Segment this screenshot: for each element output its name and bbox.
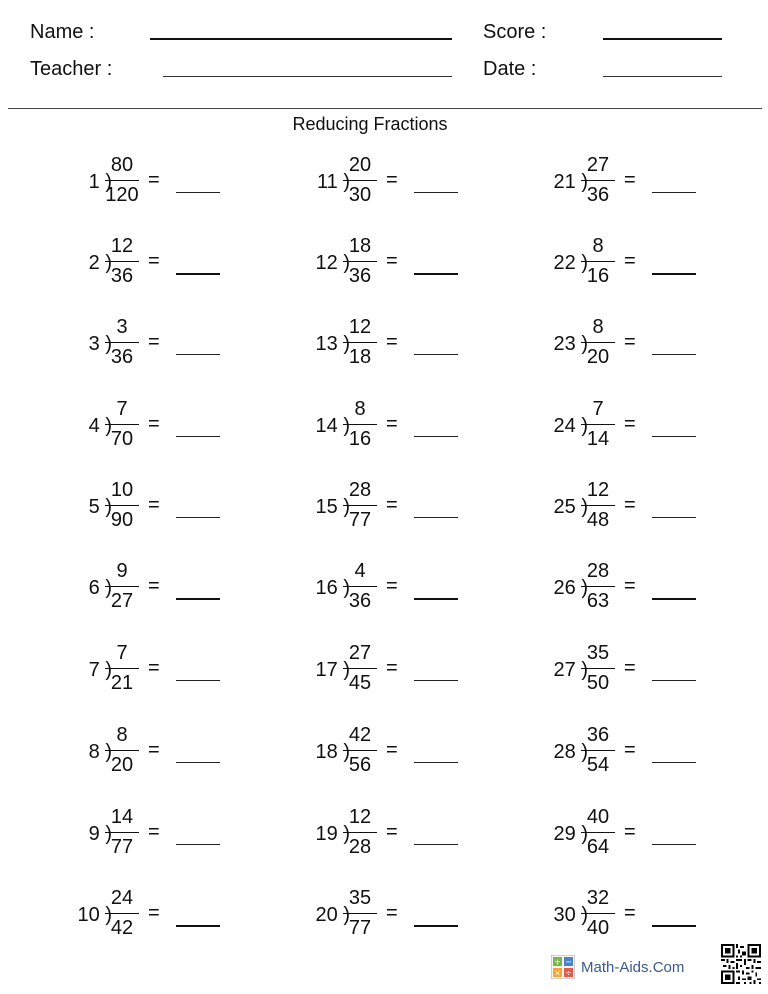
- answer-blank[interactable]: [414, 354, 458, 355]
- numerator: 8: [592, 235, 604, 257]
- fraction: [578, 640, 618, 696]
- worksheet-title: Reducing Fractions: [292, 114, 448, 134]
- problem-item: [278, 152, 478, 216]
- denominator: 30: [348, 184, 372, 206]
- equals-sign: =: [386, 413, 398, 435]
- problem-item: [40, 477, 240, 541]
- answer-blank[interactable]: [414, 517, 458, 518]
- answer-blank[interactable]: [652, 762, 696, 763]
- denominator: 28: [348, 836, 372, 858]
- problem-number: 6 ): [88, 577, 112, 599]
- answer-blank[interactable]: [176, 762, 220, 763]
- fraction-bar: [581, 342, 615, 343]
- denominator: 18: [348, 346, 372, 368]
- equals-sign: =: [624, 821, 636, 843]
- answer-blank[interactable]: [176, 273, 220, 275]
- fraction-bar: [105, 750, 139, 751]
- problem-item: [278, 233, 478, 297]
- problem-item: [516, 804, 716, 868]
- problem-number: 13 ): [315, 333, 350, 355]
- denominator: 36: [586, 184, 610, 206]
- answer-blank[interactable]: [652, 436, 696, 437]
- fraction-bar: [581, 913, 615, 914]
- math-aids-logo-icon: [551, 955, 575, 979]
- fraction-bar: [105, 913, 139, 914]
- equals-sign: =: [386, 169, 398, 191]
- date-label: Date :: [483, 58, 537, 80]
- svg-text:÷: ÷: [565, 968, 572, 978]
- equals-sign: =: [624, 169, 636, 191]
- fraction: [578, 722, 618, 778]
- problem-number: 19 ): [315, 823, 350, 845]
- denominator: 36: [348, 590, 372, 612]
- answer-blank[interactable]: [652, 192, 696, 193]
- fraction: [102, 804, 142, 860]
- fraction: [102, 722, 142, 778]
- equals-sign: =: [386, 902, 398, 924]
- svg-text:×: ×: [554, 968, 561, 978]
- problem-item: [40, 558, 240, 622]
- answer-blank[interactable]: [414, 273, 458, 275]
- fraction-bar: [581, 586, 615, 587]
- numerator: 80: [110, 154, 134, 176]
- name-line[interactable]: [150, 38, 452, 40]
- equals-sign: =: [148, 331, 160, 353]
- equals-sign: =: [624, 413, 636, 435]
- fraction-bar: [581, 261, 615, 262]
- answer-blank[interactable]: [652, 925, 696, 927]
- problem-number: 11 ): [317, 171, 350, 193]
- fraction: [102, 640, 142, 696]
- problem-number: 18 ): [315, 741, 350, 763]
- answer-blank[interactable]: [176, 436, 220, 437]
- numerator: 9: [116, 560, 128, 582]
- numerator: 35: [348, 887, 372, 909]
- numerator: 7: [116, 642, 128, 664]
- problem-number: 21 ): [553, 171, 588, 193]
- answer-blank[interactable]: [652, 844, 696, 845]
- numerator: 28: [348, 479, 372, 501]
- problem-number: 29 ): [553, 823, 588, 845]
- answer-blank[interactable]: [414, 192, 458, 193]
- problem-number: 27 ): [553, 659, 588, 681]
- numerator: 7: [592, 398, 604, 420]
- fraction-bar: [581, 668, 615, 669]
- problem-item: [40, 396, 240, 460]
- svg-text:+: +: [554, 957, 561, 967]
- equals-sign: =: [148, 657, 160, 679]
- numerator: 8: [354, 398, 366, 420]
- problem-item: [278, 885, 478, 949]
- problem-number: 7 ): [88, 659, 112, 681]
- answer-blank[interactable]: [176, 354, 220, 355]
- equals-sign: =: [148, 413, 160, 435]
- fraction-bar: [581, 750, 615, 751]
- numerator: 12: [586, 479, 610, 501]
- numerator: 20: [348, 154, 372, 176]
- problem-number: 2 ): [88, 252, 112, 274]
- problem-item: [516, 396, 716, 460]
- problem-item: [40, 640, 240, 704]
- denominator: 70: [110, 428, 134, 450]
- problem-number: 1 ): [88, 171, 112, 193]
- fraction: [578, 233, 618, 289]
- equals-sign: =: [624, 739, 636, 761]
- numerator: 10: [110, 479, 134, 501]
- numerator: 4: [354, 560, 366, 582]
- score-label: Score :: [483, 21, 547, 43]
- teacher-label: Teacher :: [30, 58, 113, 80]
- denominator: 56: [348, 754, 372, 776]
- fraction: [578, 396, 618, 452]
- equals-sign: =: [386, 821, 398, 843]
- fraction: [340, 396, 380, 452]
- answer-blank[interactable]: [176, 680, 220, 681]
- denominator: 40: [586, 917, 610, 939]
- numerator: 12: [348, 316, 372, 338]
- answer-blank[interactable]: [652, 598, 696, 600]
- fraction-bar: [343, 832, 377, 833]
- svg-text:−: −: [565, 957, 572, 967]
- denominator: 42: [110, 917, 134, 939]
- problem-item: [516, 477, 716, 541]
- fraction-bar: [343, 505, 377, 506]
- problem-number: 17 ): [315, 659, 350, 681]
- numerator: 3: [116, 316, 128, 338]
- numerator: 12: [110, 235, 134, 257]
- answer-blank[interactable]: [176, 844, 220, 845]
- numerator: 32: [586, 887, 610, 909]
- denominator: 77: [348, 509, 372, 531]
- qr-code-icon: [721, 944, 761, 984]
- numerator: 42: [348, 724, 372, 746]
- problem-number: 8 ): [88, 741, 112, 763]
- numerator: 24: [110, 887, 134, 909]
- denominator: 77: [110, 836, 134, 858]
- problem-number: 15 ): [315, 496, 350, 518]
- answer-blank[interactable]: [652, 517, 696, 518]
- fraction: [340, 885, 380, 941]
- problem-number: 9 ): [88, 823, 112, 845]
- fraction-bar: [343, 180, 377, 181]
- fraction-bar: [343, 913, 377, 914]
- fraction: [102, 314, 142, 370]
- equals-sign: =: [624, 902, 636, 924]
- problem-item: [516, 640, 716, 704]
- fraction: [102, 233, 142, 289]
- fraction-bar: [343, 668, 377, 669]
- numerator: 8: [592, 316, 604, 338]
- numerator: 27: [586, 154, 610, 176]
- problem-item: [40, 314, 240, 378]
- answer-blank[interactable]: [652, 680, 696, 681]
- fraction-bar: [105, 261, 139, 262]
- fraction-bar: [343, 424, 377, 425]
- equals-sign: =: [386, 250, 398, 272]
- denominator: 90: [110, 509, 134, 531]
- denominator: 45: [348, 672, 372, 694]
- problem-number: 14 ): [315, 415, 350, 437]
- problem-item: [278, 396, 478, 460]
- fraction-bar: [105, 586, 139, 587]
- equals-sign: =: [624, 575, 636, 597]
- fraction-bar: [581, 832, 615, 833]
- problem-item: [278, 640, 478, 704]
- problem-number: 30 ): [553, 904, 588, 926]
- fraction: [578, 558, 618, 614]
- equals-sign: =: [386, 739, 398, 761]
- problem-item: [516, 885, 716, 949]
- fraction: [340, 722, 380, 778]
- problem-number: 5 ): [88, 496, 112, 518]
- fraction: [340, 314, 380, 370]
- problem-item: [516, 233, 716, 297]
- answer-blank[interactable]: [652, 354, 696, 355]
- denominator: 120: [105, 184, 139, 206]
- brand[interactable]: [551, 955, 684, 979]
- equals-sign: =: [148, 169, 160, 191]
- problem-number: 26 ): [553, 577, 588, 599]
- fraction: [340, 804, 380, 860]
- numerator: 35: [586, 642, 610, 664]
- fraction: [340, 233, 380, 289]
- equals-sign: =: [624, 331, 636, 353]
- problem-item: [40, 804, 240, 868]
- problem-item: [40, 885, 240, 949]
- problem-item: [516, 152, 716, 216]
- numerator: 7: [116, 398, 128, 420]
- numerator: 27: [348, 642, 372, 664]
- fraction-bar: [105, 832, 139, 833]
- date-line[interactable]: [603, 76, 722, 77]
- answer-blank[interactable]: [414, 844, 458, 845]
- denominator: 16: [586, 265, 610, 287]
- answer-blank[interactable]: [176, 598, 220, 600]
- numerator: 18: [348, 235, 372, 257]
- answer-blank[interactable]: [652, 273, 696, 275]
- problem-item: [40, 152, 240, 216]
- answer-blank[interactable]: [414, 436, 458, 437]
- equals-sign: =: [148, 821, 160, 843]
- denominator: 54: [586, 754, 610, 776]
- fraction-bar: [343, 342, 377, 343]
- denominator: 50: [586, 672, 610, 694]
- header-divider: [8, 108, 762, 109]
- fraction-bar: [343, 750, 377, 751]
- fraction: [578, 314, 618, 370]
- numerator: 14: [110, 806, 134, 828]
- equals-sign: =: [148, 575, 160, 597]
- answer-blank[interactable]: [414, 598, 458, 600]
- equals-sign: =: [148, 902, 160, 924]
- denominator: 48: [586, 509, 610, 531]
- brand-text: Math-Aids.Com: [581, 958, 685, 976]
- denominator: 21: [110, 672, 134, 694]
- teacher-line[interactable]: [163, 76, 452, 77]
- problem-number: 23 ): [553, 333, 588, 355]
- problem-item: [278, 558, 478, 622]
- score-line[interactable]: [603, 38, 722, 40]
- fraction: [578, 804, 618, 860]
- problem-number: 4 ): [88, 415, 112, 437]
- equals-sign: =: [624, 657, 636, 679]
- problem-number: 12 ): [315, 252, 350, 274]
- problem-item: [278, 314, 478, 378]
- fraction: [102, 558, 142, 614]
- fraction: [102, 152, 142, 208]
- problem-item: [516, 722, 716, 786]
- fraction: [340, 558, 380, 614]
- fraction-bar: [105, 505, 139, 506]
- numerator: 8: [116, 724, 128, 746]
- problem-number: 24 ): [553, 415, 588, 437]
- denominator: 16: [348, 428, 372, 450]
- problem-number: 3 ): [88, 333, 112, 355]
- problem-number: 25 ): [553, 496, 588, 518]
- fraction: [578, 152, 618, 208]
- answer-blank[interactable]: [176, 517, 220, 518]
- problem-number: 22 ): [553, 252, 588, 274]
- fraction-bar: [581, 180, 615, 181]
- answer-blank[interactable]: [414, 925, 458, 927]
- fraction: [340, 152, 380, 208]
- problem-number: 10 ): [77, 904, 112, 926]
- numerator: 36: [586, 724, 610, 746]
- name-label: Name :: [30, 21, 95, 43]
- equals-sign: =: [148, 494, 160, 516]
- fraction: [340, 477, 380, 533]
- problem-item: [40, 233, 240, 297]
- fraction-bar: [581, 505, 615, 506]
- denominator: 63: [586, 590, 610, 612]
- fraction-bar: [343, 586, 377, 587]
- problem-item: [278, 477, 478, 541]
- fraction-bar: [105, 424, 139, 425]
- denominator: 14: [586, 428, 610, 450]
- equals-sign: =: [624, 494, 636, 516]
- fraction: [578, 885, 618, 941]
- fraction-bar: [105, 180, 139, 181]
- fraction: [578, 477, 618, 533]
- problem-item: [40, 722, 240, 786]
- answer-blank[interactable]: [176, 925, 220, 927]
- numerator: 28: [586, 560, 610, 582]
- fraction: [102, 396, 142, 452]
- denominator: 27: [110, 590, 134, 612]
- fraction-bar: [581, 424, 615, 425]
- equals-sign: =: [148, 739, 160, 761]
- answer-blank[interactable]: [176, 192, 220, 193]
- fraction-bar: [343, 261, 377, 262]
- fraction: [102, 885, 142, 941]
- problem-number: 20 ): [315, 904, 350, 926]
- equals-sign: =: [148, 250, 160, 272]
- answer-blank[interactable]: [414, 680, 458, 681]
- denominator: 20: [110, 754, 134, 776]
- equals-sign: =: [386, 575, 398, 597]
- fraction-bar: [105, 668, 139, 669]
- equals-sign: =: [386, 331, 398, 353]
- problem-item: [516, 314, 716, 378]
- problem-item: [278, 804, 478, 868]
- denominator: 36: [110, 346, 134, 368]
- equals-sign: =: [386, 494, 398, 516]
- denominator: 20: [586, 346, 610, 368]
- problem-number: 28 ): [553, 741, 588, 763]
- numerator: 40: [586, 806, 610, 828]
- fraction-bar: [105, 342, 139, 343]
- denominator: 77: [348, 917, 372, 939]
- equals-sign: =: [386, 657, 398, 679]
- problem-item: [278, 722, 478, 786]
- denominator: 36: [110, 265, 134, 287]
- problem-item: [516, 558, 716, 622]
- denominator: 36: [348, 265, 372, 287]
- problem-number: 16 ): [315, 577, 350, 599]
- fraction: [102, 477, 142, 533]
- fraction: [340, 640, 380, 696]
- answer-blank[interactable]: [414, 762, 458, 763]
- equals-sign: =: [624, 250, 636, 272]
- numerator: 12: [348, 806, 372, 828]
- denominator: 64: [586, 836, 610, 858]
